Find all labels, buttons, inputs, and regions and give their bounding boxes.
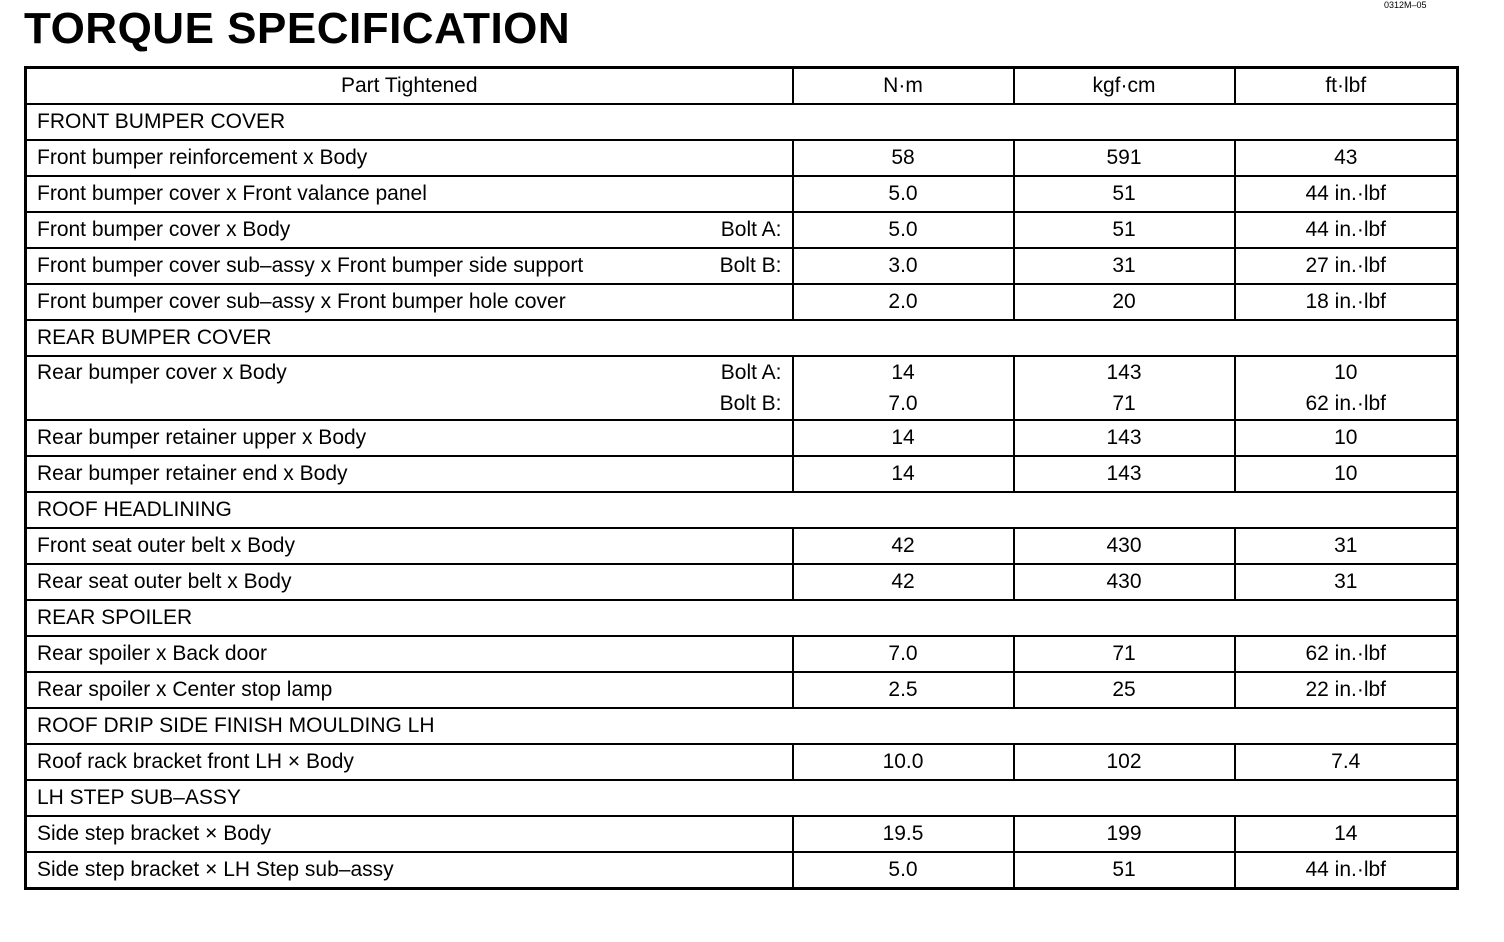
kgfcm-value: 71 <box>1014 636 1235 672</box>
section-heading: ROOF DRIP SIDE FINISH MOULDING LH <box>26 708 1458 744</box>
bolt-label: Bolt B: <box>719 254 782 277</box>
part-name: Roof rack bracket front LH × Body <box>37 750 354 773</box>
kgfcm-value: 143 <box>1014 456 1235 492</box>
table-row <box>26 420 1458 456</box>
kgfcm-value: 591 <box>1014 140 1235 176</box>
part-cell <box>26 140 793 176</box>
ftlbf-value: 31 <box>1235 528 1458 564</box>
table-row <box>26 248 1458 284</box>
part-name: Rear bumper retainer upper x Body <box>37 426 367 449</box>
table-row <box>26 212 1458 248</box>
nm-value: 5.0 <box>793 852 1014 889</box>
kgfcm-value-cell <box>1014 356 1235 420</box>
table-row <box>26 852 1458 889</box>
part-name: Front seat outer belt x Body <box>37 534 295 557</box>
kgfcm-value: 25 <box>1014 672 1235 708</box>
table-row <box>26 744 1458 780</box>
nm-value: 58 <box>793 140 1014 176</box>
ftlbf-value: 10 <box>1235 456 1458 492</box>
kgfcm-value: 51 <box>1014 852 1235 889</box>
document-code: 0312M–05 <box>1384 0 1427 10</box>
part-cell <box>26 356 793 420</box>
kgfcm-value: 102 <box>1014 744 1235 780</box>
part-cell <box>26 744 793 780</box>
table-row <box>26 816 1458 852</box>
table-row <box>26 636 1458 672</box>
section-row <box>26 104 1458 140</box>
section-row <box>26 600 1458 636</box>
table-row <box>26 140 1458 176</box>
nm-value: 42 <box>793 528 1014 564</box>
bolt-labels <box>720 357 782 419</box>
kgfcm-value: 71 <box>1112 392 1136 415</box>
section-row <box>26 780 1458 816</box>
part-cell <box>26 420 793 456</box>
nm-value: 42 <box>793 564 1014 600</box>
ftlbf-value-cell <box>1235 356 1458 420</box>
ftlbf-value: 44 in.·lbf <box>1235 176 1458 212</box>
section-heading: ROOF HEADLINING <box>26 492 1458 528</box>
table-row <box>26 284 1458 320</box>
nm-value: 5.0 <box>793 176 1014 212</box>
table-row <box>26 564 1458 600</box>
kgfcm-value: 20 <box>1014 284 1235 320</box>
part-name: Rear spoiler x Back door <box>37 642 267 665</box>
section-heading: LH STEP SUB–ASSY <box>26 780 1458 816</box>
nm-value: 7.0 <box>888 392 918 415</box>
column-header-part: Part Tightened <box>26 68 793 105</box>
nm-value: 2.0 <box>793 284 1014 320</box>
column-header-ftlbf: ft·lbf <box>1235 68 1458 105</box>
part-name: Front bumper cover sub–assy x Front bumper side support <box>37 254 584 277</box>
part-name: Side step bracket × Body <box>37 822 272 845</box>
kgfcm-value: 31 <box>1014 248 1235 284</box>
part-name: Rear bumper retainer end x Body <box>37 462 348 485</box>
bolt-label: Bolt B: <box>719 392 782 415</box>
kgfcm-value: 430 <box>1014 564 1235 600</box>
part-cell <box>26 456 793 492</box>
part-cell <box>26 212 793 248</box>
part-name: Side step bracket × LH Step sub–assy <box>37 858 394 881</box>
part-name: Front bumper reinforcement x Body <box>37 146 368 169</box>
part-cell <box>26 564 793 600</box>
section-row <box>26 708 1458 744</box>
part-cell <box>26 528 793 564</box>
ftlbf-value: 31 <box>1235 564 1458 600</box>
bolt-label: Bolt A: <box>720 361 782 384</box>
nm-value: 3.0 <box>793 248 1014 284</box>
part-name: Front bumper cover sub–assy x Front bumper hole cover <box>37 290 566 313</box>
ftlbf-value: 44 in.·lbf <box>1235 852 1458 889</box>
ftlbf-value: 27 in.·lbf <box>1235 248 1458 284</box>
part-cell <box>26 816 793 852</box>
ftlbf-value: 10 <box>1334 361 1358 384</box>
nm-value: 14 <box>891 361 915 384</box>
ftlbf-value: 62 in.·lbf <box>1235 636 1458 672</box>
nm-value: 7.0 <box>793 636 1014 672</box>
nm-value: 10.0 <box>793 744 1014 780</box>
kgfcm-value: 430 <box>1014 528 1235 564</box>
ftlbf-value: 7.4 <box>1235 744 1458 780</box>
part-cell <box>26 176 793 212</box>
table-body <box>26 68 1458 889</box>
part-cell <box>26 672 793 708</box>
part-name: Front bumper cover x Body <box>37 218 291 241</box>
section-row <box>26 320 1458 356</box>
nm-value: 5.0 <box>793 212 1014 248</box>
ftlbf-value: 18 in.·lbf <box>1235 284 1458 320</box>
kgfcm-value: 143 <box>1014 420 1235 456</box>
nm-value: 14 <box>793 456 1014 492</box>
part-cell <box>26 248 793 284</box>
page-title: TORQUE SPECIFICATION <box>24 4 571 53</box>
table-row <box>26 456 1458 492</box>
column-header-nm: N·m <box>793 68 1014 105</box>
bolt-label: Bolt A: <box>720 218 782 241</box>
ftlbf-value: 22 in.·lbf <box>1235 672 1458 708</box>
ftlbf-value: 62 in.·lbf <box>1305 392 1387 415</box>
part-cell <box>26 284 793 320</box>
table-row <box>26 528 1458 564</box>
ftlbf-value: 43 <box>1235 140 1458 176</box>
header-row <box>26 68 1458 105</box>
ftlbf-value: 10 <box>1235 420 1458 456</box>
table-row <box>26 672 1458 708</box>
kgfcm-value: 199 <box>1014 816 1235 852</box>
table-row <box>26 176 1458 212</box>
kgfcm-value: 51 <box>1014 212 1235 248</box>
section-heading: FRONT BUMPER COVER <box>26 104 1458 140</box>
nm-value: 19.5 <box>793 816 1014 852</box>
kgfcm-value: 143 <box>1106 361 1142 384</box>
section-row <box>26 492 1458 528</box>
nm-value-cell <box>793 356 1014 420</box>
kgfcm-value: 51 <box>1014 176 1235 212</box>
section-heading: REAR SPOILER <box>26 600 1458 636</box>
ftlbf-value: 44 in.·lbf <box>1235 212 1458 248</box>
part-name: Rear spoiler x Center stop lamp <box>37 678 333 701</box>
torque-spec-table <box>24 66 1459 890</box>
section-heading: REAR BUMPER COVER <box>26 320 1458 356</box>
part-cell <box>26 636 793 672</box>
ftlbf-value: 14 <box>1235 816 1458 852</box>
part-name: Rear seat outer belt x Body <box>37 570 292 593</box>
part-name: Rear bumper cover x Body <box>37 361 287 384</box>
part-name: Front bumper cover x Front valance panel <box>37 182 427 205</box>
nm-value: 2.5 <box>793 672 1014 708</box>
table-row <box>26 356 1458 420</box>
column-header-kgfcm: kgf·cm <box>1014 68 1235 105</box>
nm-value: 14 <box>793 420 1014 456</box>
part-cell <box>26 852 793 889</box>
